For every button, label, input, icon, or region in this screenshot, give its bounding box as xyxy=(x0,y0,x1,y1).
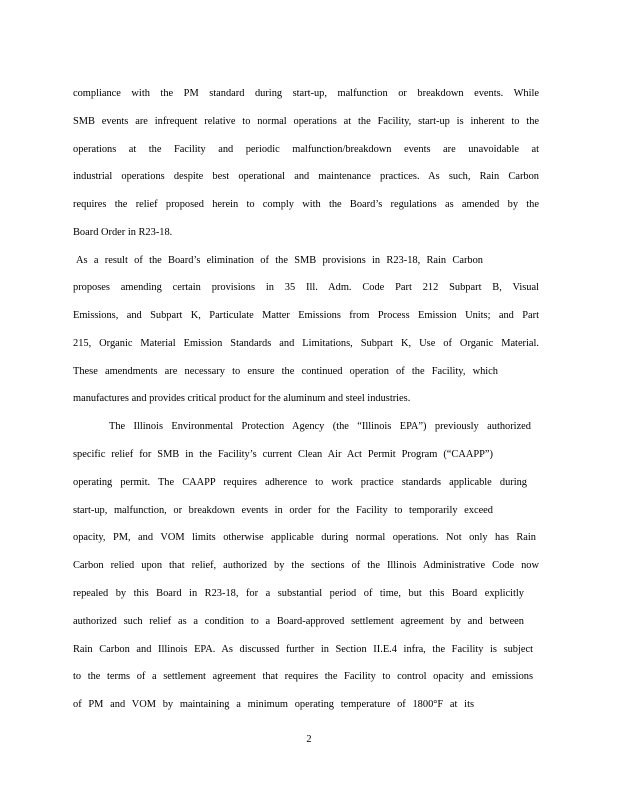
text-line: Carbon relied upon that relief, authorized by the sections of the Illinois Administrative Code now xyxy=(73,560,539,571)
paragraph-first-line: As a result of the Board’s elimination of the SMB provisions in R23-18, Rain Carbon xyxy=(76,255,483,266)
text-line: to the terms of a settlement agreement that requires the Facility to control opacity and emissions xyxy=(73,671,533,682)
text-line: Board Order in R23-18. xyxy=(73,227,173,238)
text-line: operating permit. The CAAPP requires adherence to work practice standards applicable during xyxy=(73,477,527,488)
text-line: SMB events are infrequent relative to normal operations at the Facility, start-up is inherent to the xyxy=(73,116,539,127)
text-line: manufactures and provides critical product for the aluminum and steel industries. xyxy=(73,393,411,404)
text-line: industrial operations despite best operational and maintenance practices. As such, Rain Carbon xyxy=(73,171,539,182)
text-line: proposes amending certain provisions in 35 Ill. Adm. Code Part 212 Subpart B, Visual xyxy=(73,282,539,293)
text-line: These amendments are necessary to ensure the continued operation of the Facility, which xyxy=(73,366,498,377)
text-line: compliance with the PM standard during start-up, malfunction or breakdown events. While xyxy=(73,88,539,99)
text-line: opacity, PM, and VOM limits otherwise applicable during normal operations. Not only has Rain xyxy=(73,532,536,543)
text-line: 215, Organic Material Emission Standards and Limitations, Subpart K, Use of Organic Material. xyxy=(73,338,539,349)
text-line: of PM and VOM by maintaining a minimum operating temperature of 1800°F at its xyxy=(73,699,474,710)
text-line: specific relief for SMB in the Facility’s current Clean Air Act Permit Program (“CAAPP”) xyxy=(73,449,493,460)
paragraph-first-line: The Illinois Environmental Protection Agency (the “Illinois EPA”) previously authorized xyxy=(109,421,531,432)
text-line: operations at the Facility and periodic malfunction/breakdown events are unavoidable at xyxy=(73,144,539,155)
page-number: 2 xyxy=(306,734,312,745)
text-line: start-up, malfunction, or breakdown events in order for the Facility to temporarily exceed xyxy=(73,505,493,516)
text-line: authorized such relief as a condition to a Board-approved settlement agreement by and between xyxy=(73,616,524,627)
text-line: Emissions, and Subpart K, Particulate Matter Emissions from Process Emission Units; and Part xyxy=(73,310,539,321)
text-line: repealed by this Board in R23-18, for a substantial period of time, but this Board explicitly xyxy=(73,588,524,599)
text-line: requires the relief proposed herein to comply with the Board’s regulations as amended by the xyxy=(73,199,539,210)
text-line: Rain Carbon and Illinois EPA. As discussed further in Section II.E.4 infra, the Facility is subject xyxy=(73,644,533,655)
